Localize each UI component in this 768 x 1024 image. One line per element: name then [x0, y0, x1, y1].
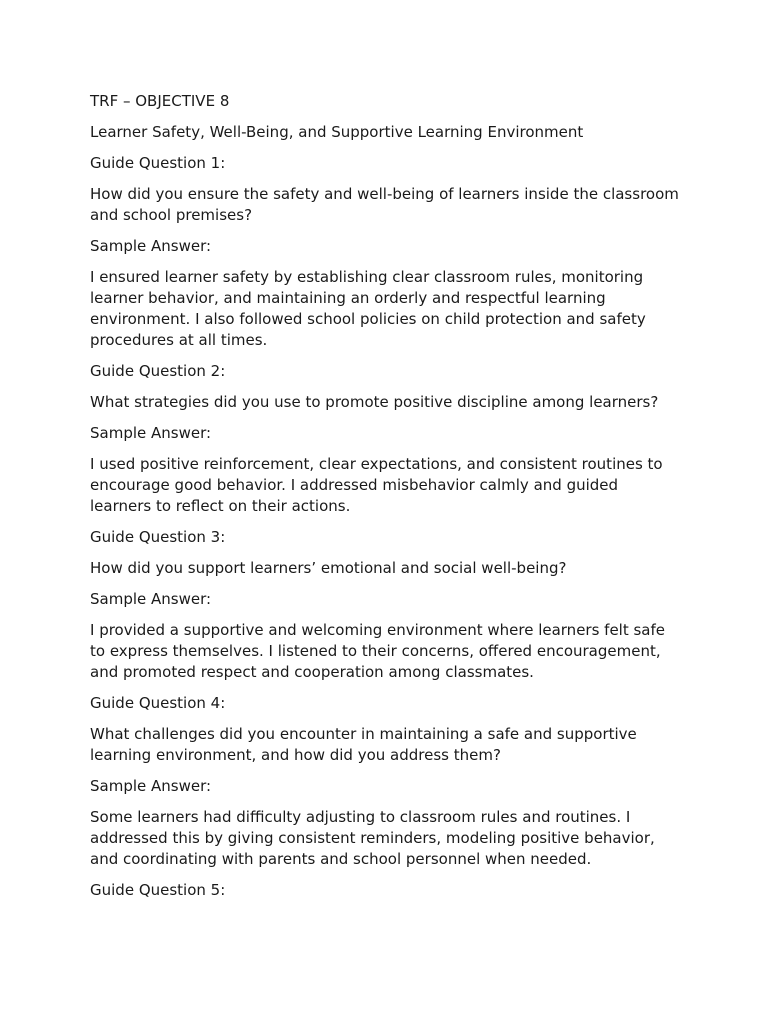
- guide-question-4-text: What challenges did you encounter in maintaining a safe and supportive learning environment, and how did you address them?: [90, 725, 637, 764]
- sample-answer-1-label: Sample Answer:: [90, 237, 212, 255]
- guide-question-1-text: How did you ensure the safety and well-being of learners inside the classroom and school premises?: [90, 185, 679, 224]
- sample-answer-2-text: I used positive reinforcement, clear expectations, and consistent routines to encourage good behavior. I addressed misbehavior calmly and guided learners to reflect on their actions.: [90, 455, 663, 515]
- sample-answer-3-text: I provided a supportive and welcoming environment where learners felt safe to express themselves. I listened to their concerns, offered encouragement, and promoted respect and cooperation among classmates.: [90, 621, 666, 681]
- sample-answer-4-label: Sample Answer:: [90, 777, 212, 795]
- guide-question-3-label: Guide Question 3:: [90, 528, 226, 546]
- document-subtitle: Learner Safety, Well-Being, and Supportive Learning Environment: [90, 123, 584, 141]
- sample-answer-2-label: Sample Answer:: [90, 424, 212, 442]
- guide-question-3-text: How did you support learners’ emotional and social well-being?: [90, 559, 567, 577]
- guide-question-2-label: Guide Question 2:: [90, 362, 226, 380]
- guide-question-2-text: What strategies did you use to promote positive discipline among learners?: [90, 393, 659, 411]
- guide-question-1-label: Guide Question 1:: [90, 154, 226, 172]
- sample-answer-1-text: I ensured learner safety by establishing clear classroom rules, monitoring learner behavior, and maintaining an orderly and respectful learning environment. I also followed school policies on child protection and safety procedures at all times.: [90, 268, 646, 349]
- sample-answer-3-label: Sample Answer:: [90, 590, 212, 608]
- guide-question-4-label: Guide Question 4:: [90, 694, 226, 712]
- document-body: [90, 91, 680, 911]
- sample-answer-4-text: Some learners had difficulty adjusting to classroom rules and routines. I addressed this by giving consistent reminders, modeling positive behavior, and coordinating with parents and school personnel when needed.: [90, 808, 655, 868]
- guide-question-5-label: Guide Question 5:: [90, 881, 226, 899]
- document-title: TRF – OBJECTIVE 8: [90, 92, 230, 110]
